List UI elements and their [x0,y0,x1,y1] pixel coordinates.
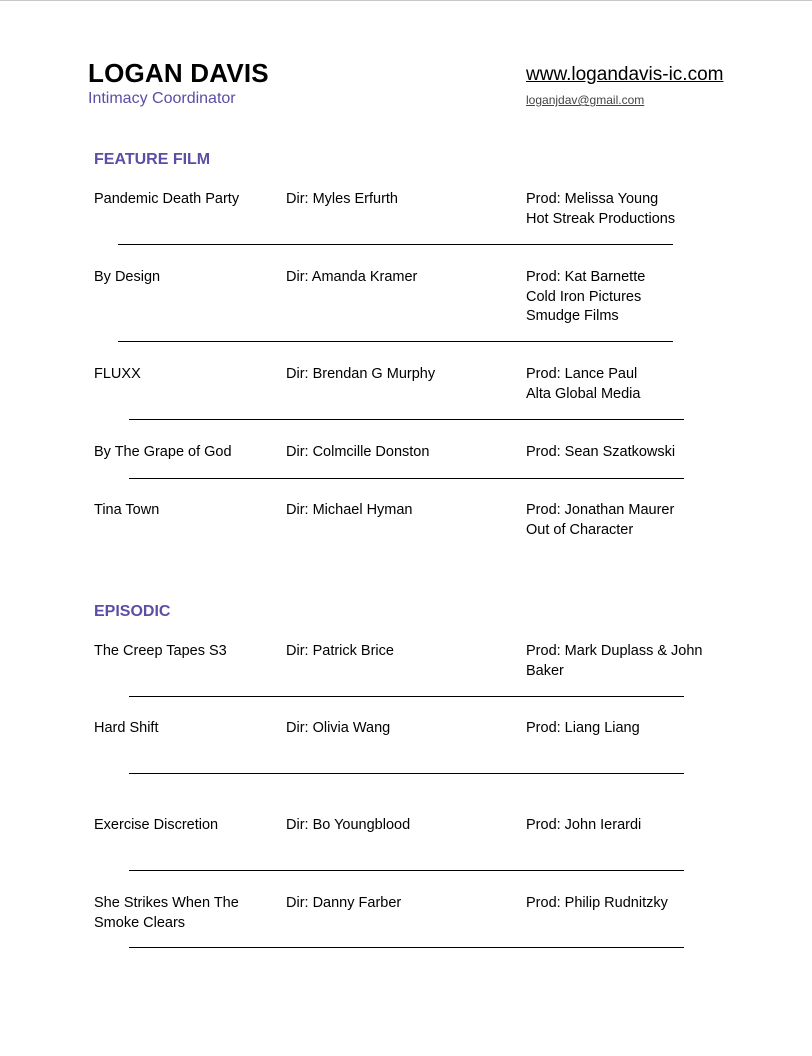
credit-title: By Design [94,269,161,285]
divider [129,773,684,774]
section-heading-feature-film: FEATURE FILM [94,151,211,168]
divider [129,478,684,479]
credit-title: The Creep Tapes S3 [94,643,227,659]
divider [129,947,684,948]
credit-producer-line: Prod: Melissa Young [526,191,659,207]
credit-producer-line: Prod: Liang Liang [526,720,640,736]
credit-title: Hard Shift [94,720,159,736]
credit-producers [526,894,716,914]
credit-director: Dir: Amanda Kramer [286,269,418,285]
page-top-border [0,0,812,1]
credit-producer-line: Alta Global Media [526,385,641,402]
website-link[interactable]: www.logandavis-ic.com [526,64,724,85]
person-role: Intimacy Coordinator [88,90,236,107]
credit-producer-line: Out of Character [526,521,634,538]
credit-title: FLUXX [94,366,141,382]
credit-producer-line: Prod: Philip Rudnitzky [526,895,668,911]
credit-producer-line: Smudge Films [526,308,619,324]
credit-title: By The Grape of God [94,444,232,460]
divider [129,419,684,420]
credit-producer-line: Prod: Kat Barnette [526,269,646,285]
credit-producer-line: Cold Iron Pictures [526,288,642,305]
credit-producer-line: Hot Streak Productions [526,210,676,227]
credit-producer-line: Prod: John Ierardi [526,817,642,833]
credit-producers [526,816,716,836]
divider [129,870,684,871]
credit-producers [526,501,716,540]
credit-title: Pandemic Death Party [94,191,240,207]
credit-director: Dir: Olivia Wang [286,720,391,736]
credit-director: Dir: Michael Hyman [286,502,413,518]
credit-producers [526,443,716,463]
credit-director: Dir: Colmcille Donston [286,444,430,460]
divider [118,244,673,245]
credit-director: Dir: Danny Farber [286,895,402,911]
credit-producers [526,365,716,404]
credit-producer-line: Prod: Mark Duplass & John Baker [526,643,703,679]
credit-title: She Strikes When The Smoke Clears [94,895,239,931]
credit-producer-line: Prod: Jonathan Maurer [526,502,675,518]
credit-producers [526,719,716,739]
email-link[interactable]: loganjdav@gmail.com [526,93,645,107]
credit-producer-line: Prod: Sean Szatkowski [526,444,676,460]
credit-producers [526,268,716,327]
credit-producers [526,642,716,681]
credit-producer-line: Prod: Lance Paul [526,366,638,382]
credit-title: Exercise Discretion [94,817,219,833]
credit-director: Dir: Brendan G Murphy [286,366,436,382]
credit-director: Dir: Bo Youngblood [286,817,411,833]
person-name: LOGAN DAVIS [88,58,269,88]
credit-producers [526,190,716,229]
divider [118,341,673,342]
credit-director: Dir: Patrick Brice [286,643,394,659]
section-heading-episodic: EPISODIC [94,603,171,620]
credit-director: Dir: Myles Erfurth [286,191,398,207]
credit-title: Tina Town [94,502,160,518]
divider [129,696,684,697]
